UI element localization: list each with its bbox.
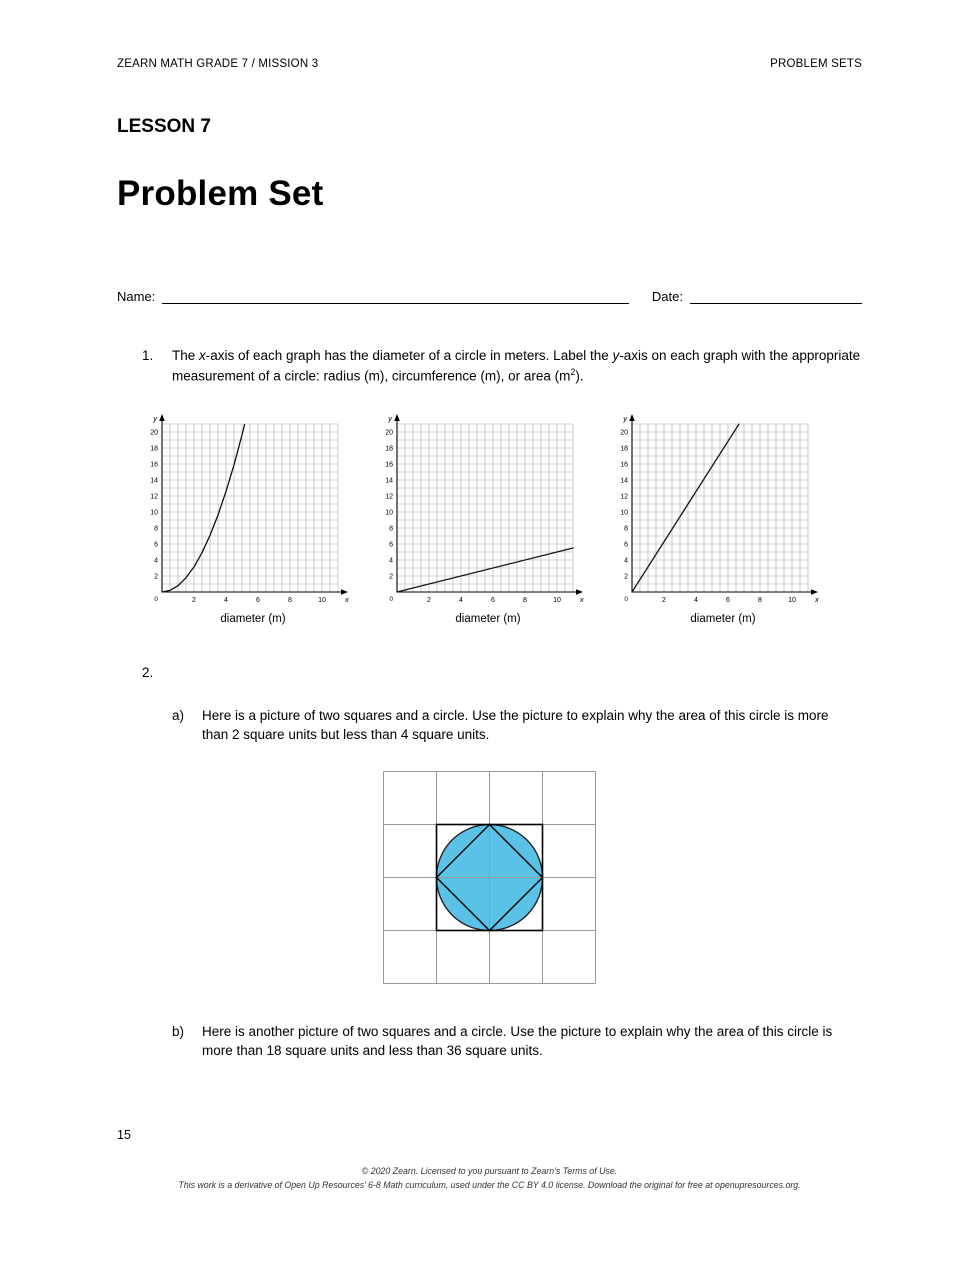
problem-2b-label: b) [172,1023,185,1039]
svg-text:10: 10 [150,509,158,517]
problem-2a-label: a) [172,707,185,723]
problem-2a [172,706,862,745]
page-title: Problem Set [117,174,324,213]
svg-text:6: 6 [624,541,628,549]
svg-text:8: 8 [389,525,393,533]
footer-line-2: This work is a derivative of Open Up Resources’ 6-8 Math curriculum, used under the CC BY 4.0 license. Download the original for free at openupresources.org. [178,1180,801,1191]
svg-text:20: 20 [385,429,393,437]
svg-text:y: y [153,413,157,423]
svg-text:2: 2 [427,596,431,604]
svg-text:16: 16 [620,461,628,469]
svg-text:8: 8 [154,525,158,533]
date-blank-line [690,288,862,304]
svg-text:20: 20 [620,429,628,437]
graph-3 [610,412,822,625]
svg-text:4: 4 [694,596,698,604]
svg-text:y: y [388,413,392,423]
header-right-text: PROBLEM SETS [770,58,862,70]
squares-circle-figure [383,771,596,984]
graph-1 [140,412,352,625]
svg-text:8: 8 [523,596,527,604]
svg-text:20: 20 [150,429,158,437]
svg-text:14: 14 [620,477,628,485]
svg-text:0: 0 [154,595,158,603]
problem-1-text: The x-axis of each graph has the diameter of a circle in meters. Label the y-axis on each graph with the appropriate measurement of a circle: radius (m), circumference (m), or area $(m^2)$. [172,348,861,384]
page-number: 15 [117,1128,131,1142]
graph-1-xlabel: diameter (m) [220,612,286,625]
svg-text:10: 10 [788,596,796,604]
svg-text:10: 10 [620,509,628,517]
svg-text:4: 4 [154,557,158,565]
svg-text:18: 18 [620,445,628,453]
svg-text:x: x [580,594,584,604]
figure-2a-wrap [0,771,979,984]
svg-text:0: 0 [389,595,393,603]
svg-text:2: 2 [624,573,628,581]
svg-text:12: 12 [385,493,393,501]
svg-text:6: 6 [389,541,393,549]
svg-text:8: 8 [288,596,292,604]
svg-text:8: 8 [758,596,762,604]
svg-text:2: 2 [389,573,393,581]
svg-text:2: 2 [154,573,158,581]
svg-text:2: 2 [662,596,666,604]
svg-text:10: 10 [385,509,393,517]
svg-text:4: 4 [624,557,628,565]
svg-text:6: 6 [154,541,158,549]
svg-text:4: 4 [224,596,228,604]
svg-text:18: 18 [385,445,393,453]
svg-text:10: 10 [553,596,561,604]
svg-text:6: 6 [726,596,730,604]
header-left-text: ZEARN MATH GRADE 7 / MISSION 3 [117,58,319,70]
name-date-row [117,288,862,304]
name-label: Name: [117,289,156,304]
page-header [0,0,979,70]
problem-2a-text: Here is a picture of two squares and a circle. Use the picture to explain why the area of this circle is more than 2 square units but less than 4 square units. [202,707,829,743]
svg-text:12: 12 [620,493,628,501]
svg-text:8: 8 [624,525,628,533]
graph-2-plot [375,412,587,612]
svg-text:y: y [623,413,627,423]
svg-text:4: 4 [389,557,393,565]
graphs-row [140,412,979,625]
lesson-label: LESSON 7 [117,116,211,137]
svg-text:18: 18 [150,445,158,453]
graph-2-xlabel: diameter (m) [455,612,521,625]
problem-2b-text: Here is another picture of two squares and a circle. Use the picture to explain why the area of this circle is more than 18 square units and less than 36 square units. [202,1023,833,1059]
svg-text:6: 6 [491,596,495,604]
problem-2b [172,1022,862,1061]
name-blank-line [162,288,629,304]
svg-text:2: 2 [192,596,196,604]
svg-text:16: 16 [385,461,393,469]
svg-text:4: 4 [459,596,463,604]
page-footer [0,1164,979,1192]
problem-2-number: 2. [142,664,154,680]
svg-text:14: 14 [150,477,158,485]
graph-3-plot [610,412,822,612]
footer-line-1: © 2020 Zearn. Licensed to you pursuant to Zearn’s Terms of Use. [361,1166,618,1176]
svg-text:x: x [815,594,819,604]
svg-text:12: 12 [150,493,158,501]
problem-1-number: 1. [142,348,154,363]
graph-1-plot [140,412,352,612]
svg-text:10: 10 [318,596,326,604]
date-label: Date: [651,289,683,304]
svg-text:0: 0 [624,595,628,603]
graph-2 [375,412,587,625]
graph-3-xlabel: diameter (m) [690,612,756,625]
svg-text:x: x [345,594,349,604]
problem-1 [142,346,862,386]
svg-text:6: 6 [256,596,260,604]
svg-text:16: 16 [150,461,158,469]
svg-text:14: 14 [385,477,393,485]
